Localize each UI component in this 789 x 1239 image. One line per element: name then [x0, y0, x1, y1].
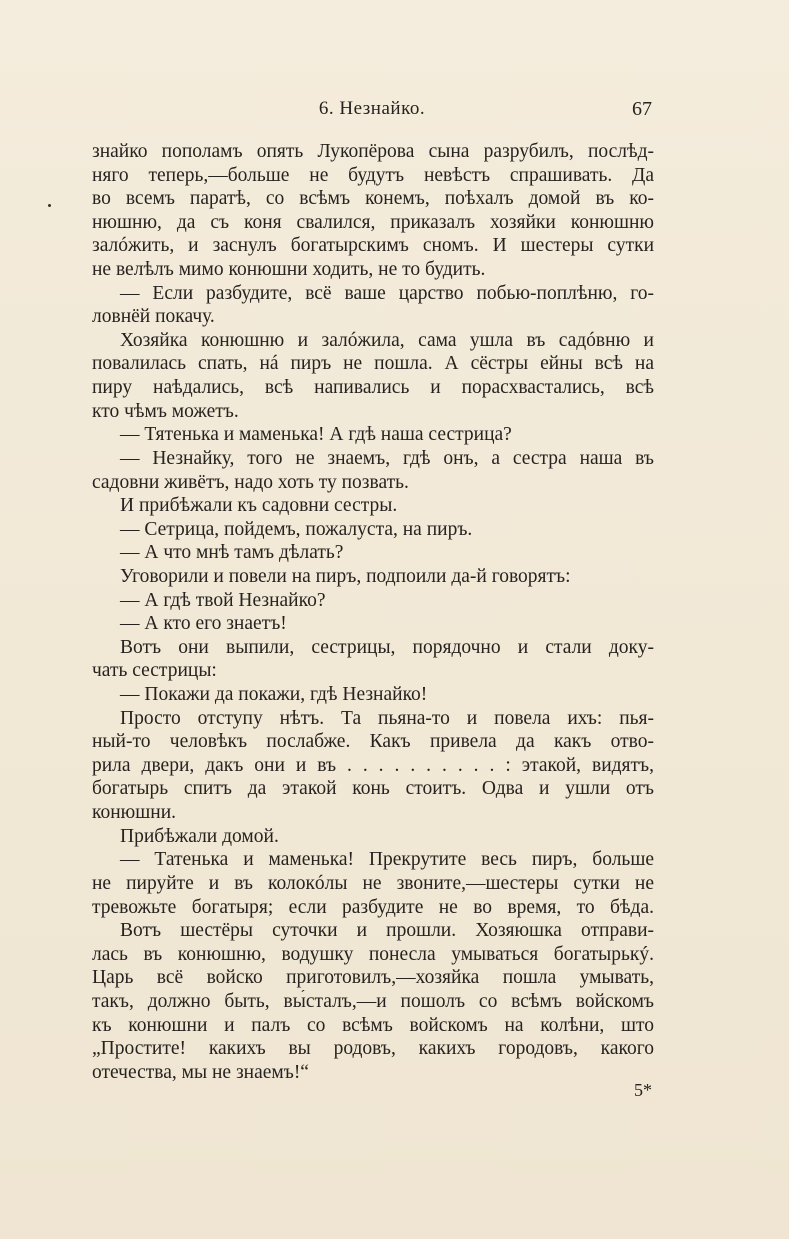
- text-line: богатырь спитъ да этакой конь стоитъ. Одва и ушли отъ: [92, 778, 654, 800]
- text-line: къ конюшни и палъ со всѣмъ войскомъ на колѣни, што: [92, 1014, 654, 1036]
- text-line: такъ, должно быть, вы́сталъ,—и пошолъ со всѣмъ войскомъ: [92, 990, 654, 1012]
- page-number: 67: [632, 98, 652, 120]
- text-line: — Покажи да покажи, гдѣ Незнайко!: [120, 684, 428, 706]
- text-line: Вотъ они выпили, сестрицы, порядочно и стали доку-: [120, 636, 654, 658]
- text-line: Прибѣжали домой.: [120, 825, 279, 847]
- text-line: нюшню, да съ коня свалился, приказалъ хозяйки конюшню: [92, 211, 654, 233]
- text-line: знайко пополамъ опять Лукопёрова сына разрубилъ, послѣд-: [92, 141, 654, 162]
- text-line: Царь всё войско приготовилъ,—хозяйка пошла умывать,: [92, 967, 654, 989]
- text-line: няго теперь,—больше не будутъ невѣстъ спрашивать. Да: [92, 164, 654, 186]
- text-line: — Если разбудите, всё ваше царство побью-поплѣню, го-: [120, 282, 654, 304]
- ink-speck: [48, 204, 51, 207]
- text-line: во всемъ паратѣ, со всѣмъ конемъ, поѣхалъ домой въ ко-: [92, 188, 654, 210]
- text-line: — А кто его знаетъ!: [120, 613, 287, 635]
- text-line: Просто отступу нѣтъ. Та пьяна-то и повела ихъ: пья-: [120, 707, 654, 729]
- text-line: пиру наѣдались, всѣ напивались и порасхвастались, всѣ: [92, 377, 654, 399]
- text-line: ловнёй покачу.: [92, 306, 215, 328]
- running-header: [92, 98, 652, 128]
- text-line: не велѣлъ мимо конюшни ходить, не то будить.: [92, 259, 486, 281]
- text-line: залóжить, и заснулъ богатырскимъ сномъ. И шестеры сутки: [92, 235, 654, 257]
- chapter-title: 6. Незнайко.: [318, 98, 426, 119]
- text-line: Уговорили и повели на пиръ, подпоили да-й говорятъ:: [120, 565, 571, 587]
- text-line: — А гдѣ твой Незнайко?: [120, 589, 326, 611]
- text-line: чать сестрицы:: [92, 660, 217, 682]
- text-line: конюшни.: [92, 802, 176, 824]
- text-line: Вотъ шестёры суточки и прошли. Хозяюшка отправи-: [120, 920, 654, 942]
- text-line: ный-то человѣкъ послабже. Какъ привела да какъ отво-: [92, 731, 654, 753]
- text-line: Хозяйка конюшню и залóжила, сама ушла въ садóвню и: [120, 329, 654, 351]
- text-line: повалилась спать, нá пиръ не пошла. А сёстры ейны всѣ на: [92, 353, 654, 375]
- text-line: — Незнайку, того не знаемъ, гдѣ онъ, а сестра наша въ: [120, 447, 654, 469]
- text-line: кто чѣмъ можетъ.: [92, 400, 239, 422]
- text-line: — Сетрица, пойдемъ, пожалуста, на пиръ.: [120, 518, 473, 540]
- text-line: садовни живётъ, надо хоть ту позвать.: [92, 471, 409, 493]
- printer-signature-mark: 5*: [634, 1080, 652, 1100]
- text-line: — Татенька и маменька! Прекрутите весь пиръ, больше: [120, 849, 654, 871]
- text-line: лась въ конюшню, водушку понесла умываться богатырькý.: [92, 943, 654, 965]
- text-line: отечества, мы не знаемъ!“: [92, 1061, 309, 1083]
- text-line: — А что мнѣ тамъ дѣлать?: [120, 542, 344, 564]
- text-line: тревожьте богатыря; если разбудите не во время, то бѣда.: [92, 896, 654, 918]
- text-line: рила двери, дакъ они и въ . . . . . . . . . . : этакой, видятъ,: [92, 754, 654, 776]
- body-text: [92, 140, 654, 1084]
- text-line: И прибѣжали къ садовни сестры.: [120, 495, 398, 517]
- text-line: — Тятенька и маменька! А гдѣ наша сестрица?: [120, 424, 512, 446]
- text-line: „Простите! какихъ вы родовъ, какихъ городовъ, какого: [92, 1038, 654, 1060]
- text-line: не пируйте и въ колокóлы не звоните,—шестеры сутки не: [92, 872, 654, 894]
